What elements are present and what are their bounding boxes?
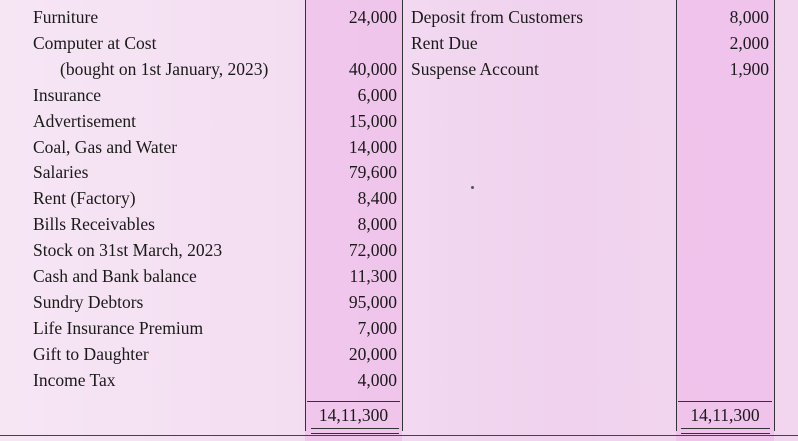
ledger-row: [0, 30, 798, 56]
left-amount: 11,300: [349, 266, 397, 286]
left-particular: (bought on 1st January, 2023): [60, 58, 269, 79]
ledger-row: [0, 4, 798, 30]
right-particular: Suspense Account: [411, 58, 539, 79]
left-amount: 15,000: [348, 110, 397, 131]
left-amount: 72,000: [348, 240, 397, 261]
ledger-row: [0, 56, 798, 82]
left-particular: Furniture: [33, 7, 99, 27]
scan-speck: [471, 186, 474, 189]
left-amount: 6,000: [357, 84, 397, 105]
left-particular: Gift to Daughter: [33, 343, 149, 364]
ledger-row: [0, 263, 798, 289]
left-particular: Insurance: [33, 84, 102, 105]
ledger-row: [0, 289, 798, 315]
right-amount: 1,900: [729, 58, 769, 79]
ledger-row: [0, 134, 798, 160]
left-total-double-rule: [311, 428, 399, 434]
left-particular: Rent (Factory): [33, 188, 136, 209]
left-particular: Advertisement: [33, 110, 137, 131]
left-amount: 8,400: [357, 188, 397, 209]
left-particular: Cash and Bank balance: [33, 266, 197, 286]
left-amount: 40,000: [348, 58, 397, 79]
ledger-row: [0, 367, 798, 393]
ledger-row: [0, 211, 798, 237]
right-amount: 2,000: [729, 32, 769, 53]
ledger-row: [0, 185, 798, 211]
left-particular: Computer at Cost: [33, 32, 157, 53]
right-total-double-rule: [681, 428, 770, 434]
ledger-row: [0, 315, 798, 341]
right-total: 14,11,300: [678, 401, 772, 428]
ledger-row: [0, 159, 798, 185]
ledger-row: [0, 341, 798, 367]
left-amount: 7,000: [357, 317, 397, 338]
left-particular: Sundry Debtors: [33, 291, 144, 312]
right-amount: 8,000: [729, 7, 769, 27]
ledger-row: [0, 108, 798, 134]
right-particular: Rent Due: [411, 32, 478, 53]
left-total: 14,11,300: [307, 401, 400, 428]
left-particular: Bills Receivables: [33, 214, 155, 235]
right-particular: Deposit from Customers: [411, 7, 584, 27]
left-particular: Income Tax: [33, 369, 116, 390]
left-amount: 4,000: [357, 369, 397, 390]
ledger-row: [0, 237, 798, 263]
left-particular: Coal, Gas and Water: [33, 136, 178, 157]
left-amount: 24,000: [348, 7, 397, 27]
left-amount: 8,000: [357, 214, 397, 235]
left-particular: Life Insurance Premium: [33, 317, 204, 338]
left-amount: 79,600: [348, 162, 397, 183]
left-amount: 14,000: [348, 136, 397, 157]
left-particular: Stock on 31st March, 2023: [33, 240, 223, 261]
left-particular: Salaries: [33, 162, 89, 183]
ledger-row: [0, 82, 798, 108]
bottom-rule: [0, 435, 798, 436]
left-amount: 95,000: [348, 291, 397, 312]
left-amount: 20,000: [348, 343, 397, 364]
